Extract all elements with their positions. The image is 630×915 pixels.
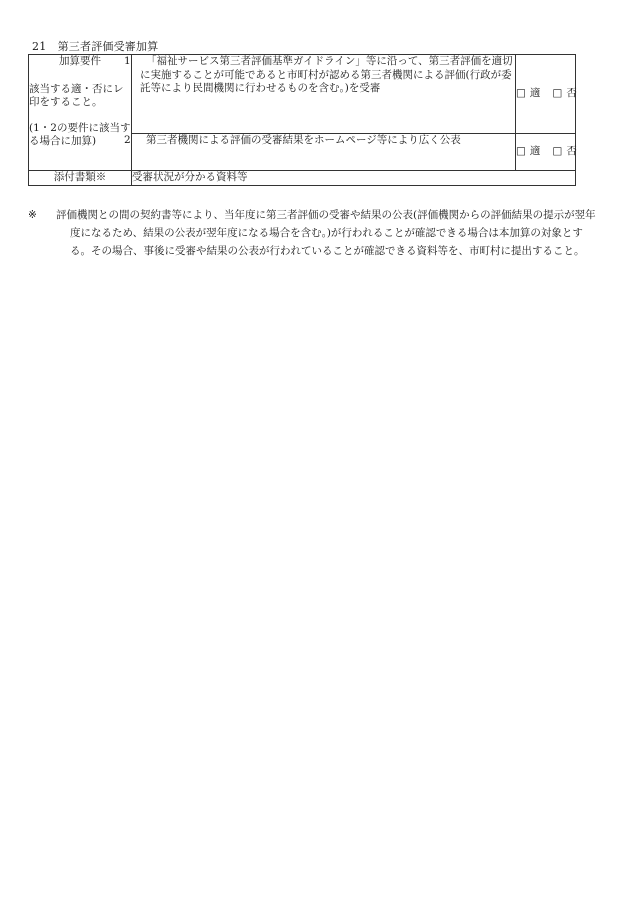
requirement-2-label-no: 否 [566,145,577,158]
requirement-header: 加算要件 [59,55,101,67]
requirement-1-cell [124,55,516,134]
requirement-1-checkbox-no[interactable]: □ [552,87,563,100]
requirement-2-number: 2 [124,134,131,146]
attachment-row [29,171,576,186]
attachment-value: 受審状況が分かる資料等 [132,171,576,186]
attachment-label: 添付書類※ [29,171,132,186]
requirement-1-label-yes: 適 [529,87,541,100]
requirement-1-label-no: 否 [566,87,577,100]
requirement-2-text: 第三者機関による評価の受審結果をホームページ等により広く公表 [146,134,461,146]
requirement-2-checkbox-no[interactable]: □ [552,145,563,158]
footnote-mark: ※ [28,209,37,221]
footnote [28,206,600,260]
instruction-text: 該当する適・否にレ印をすること。 [29,82,124,108]
requirement-2-label-yes: 適 [529,145,541,158]
condition-text: (1・2の要件に該当する場合に加算) [29,121,131,147]
requirement-1-text: 「福祉サービス第三者評価基準ガイドライン」等に沿って、第三者評価を適切に実施することが可能であると市町村が認める第三者機関による評価(行政が委託等により民間機関に行わせるものを含む。)を受審 [140,55,513,94]
requirement-row-1 [29,55,576,134]
requirements-table [28,54,576,186]
requirement-2-check-cell [516,134,576,171]
requirement-2-checkbox-yes[interactable]: □ [516,145,526,158]
requirement-label-cell [29,55,132,171]
footnote-text: 評価機関との間の契約書等により、当年度に第三者評価の受審や結果の公表(評価機関からの評価結果の提示が翌年度になるため、結果の公表が翌年度になる場合を含む。)が行われることが確認できる場合は本加算の対象とする。その場合、事後に受審や結果の公表が行われていることが確認できる資料等を、市町村に提出すること。 [56,209,596,257]
requirement-1-check-cell [516,55,576,134]
section-title: 21 第三者評価受審加算 [32,40,159,53]
requirement-2-cell [124,134,516,171]
requirement-1-checkbox-yes[interactable]: □ [516,87,526,100]
requirement-1-number: 1 [124,55,131,67]
